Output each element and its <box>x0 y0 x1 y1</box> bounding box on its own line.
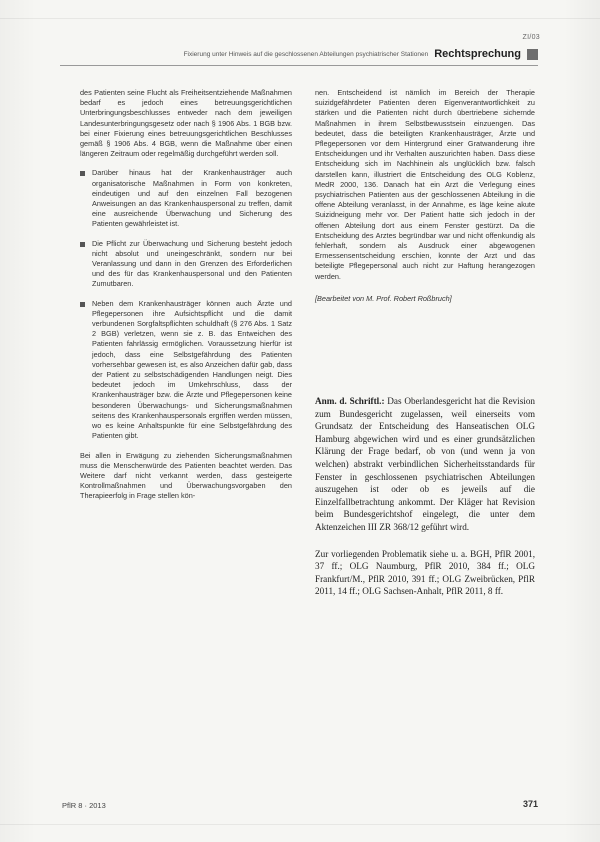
scan-artifact <box>0 18 600 19</box>
section-marker <box>527 49 538 60</box>
paragraph: des Patienten seine Flucht als Freiheitsentziehende Maßnahmen bedarf es jedoch eines betreuungsgerichtlichen Unterbringungsbeschlusses entweder nach dem jeweiligen Landesunterbringungsgesetz oder nach § 1906 Abs. 1 BGB bzw. bei einer Fixierung eines betreuungsgerichtlichen Beschlusses gemäß § 1906 Abs. 4 BGB, wenn die Maßnahme über einen längeren Zeitraum oder regelmäßig durchgeführt werden soll. <box>80 88 292 159</box>
editor-note <box>315 395 535 612</box>
running-head-topic: Fixierung unter Hinweis auf die geschlossenen Abteilungen psychiatrischer Stationen <box>183 50 429 58</box>
byline: [Bearbeitet von M. Prof. Robert Roßbruch] <box>315 293 452 303</box>
left-column <box>80 88 292 511</box>
bullet-item: Neben dem Krankenhausträger können auch Ärzte und Pflegepersonen ihre Aufsichtspflicht und die damit verbundenen Sorgfaltspflichten schuldhaft (§ 276 Abs. 1 Satz 2 BGB) verletzen, wenn sie z. B. das Entweichen des Patienten fahrlässig ermöglichen. Voraussetzung hierfür ist jedoch, dass eine Selbstgefährdung des Patienten vorhersehbar gewesen ist, es also Anzeichen dafür gab, dass der Patient zu selbstschädigenden Handlungen neigt. Dies bedeutet jedoch im Umkehrschluss, dass der Krankenhausträger bzw. die Ärzte und Pflegepersonen keine besonderen Überwachungs- und Sicherungsmaßnahmen seitens des Krankenhauspersonals ergriffen werden müssen, wo es keine Anhaltspunkte für eine Selbstgefährdung des Patienten gibt. <box>80 299 292 442</box>
paragraph: Bei allen in Erwägung zu ziehenden Sicherungsmaßnahmen muss die Menschenwürde des Patienten beachtet werden. Das Weitere darf nicht verkannt werden, dass gesteigerte Kontrollmaßnahmen und Überwachungsvorgaben den Therapieerfolg in Frage stellen kön- <box>80 450 292 501</box>
note-label: Anm. d. Schriftl.: <box>315 396 385 406</box>
bullet-item: Darüber hinaus hat der Krankenhausträger auch organisatorische Maßnahmen in Form von konkreten, eindeutigen und auf den einzelnen Fall bezogenen Anweisungen an das Krankenhauspersonal zu treffen, damit eine ausreichende Überwachung und Sicherung des Patienten gewährleistet ist. <box>80 168 292 229</box>
running-head <box>180 46 538 62</box>
references-paragraph: Zur vorliegenden Problematik siehe u. a. BGH, PflR 2001, 37 ff.; OLG Naumburg, PflR 2010, 384 ff.; OLG Frankfurt/M., PflR 2010, 391 ff.; OLG Zweibrücken, PflR 2011, 14 ff.; OLG Sachsen-Anhalt, PflR 2011, 8 ff. <box>315 548 535 597</box>
journal-code: ZI/03 <box>522 34 540 41</box>
footer-journal: PflR 8 · 2013 <box>62 801 106 810</box>
page-number: 371 <box>522 799 538 809</box>
paragraph: nen. Entscheidend ist nämlich im Bereich der Therapie suizidgefährdeter Patienten deren Eigenverantwortlichkeit zu stärken und die Patienten nicht durch übertriebene sichernde Maßnahmen in ihrem Selbstbewusstsein einzuengen. Das bedeutet, dass die beteiligten Krankenhausträger, Ärzte und Pflegepersonen vor dem Hintergrund einer Gratwanderung ihre Entscheidungen und ihr Verhalten auszurichten haben. Dass diese Entscheidung sich im Nachhinein als unglücklich bzw. falsch darstellen kann, illustriert die Entscheidung des OLG Koblenz, MedR 2000, 136. Danach hat ein Arzt die Verlegung eines psychiatrischen Patienten aus der geschlossenen Abteilung in die offene Abteilung veranlasst, in der Annahme, es läge keine akute Suizidneigung mehr vor. Der Patient hatte sich jedoch in der offenen Abteilung dort aus einem Fenster gestürzt. Da die Entscheidung des Arztes begründbar war und nicht offenkundig als fehlerhaft, sondern als Ausdruck einer abgewogenen Ermessensentscheidung erschien, konnte der Arzt und das beteiligte Pflegepersonal auch nicht zur Haftung herangezogen werden. <box>315 88 535 281</box>
bullet-item: Die Pflicht zur Überwachung und Sicherung besteht jedoch nicht absolut und uneingeschränkt, sondern nur bei Veranlassung und dann in den Grenzen des Erforderlichen und des für das Krankenhauspersonal und den Patienten Zumutbaren. <box>80 239 292 290</box>
scan-artifact <box>0 824 600 825</box>
right-column <box>315 88 535 313</box>
section-title: Rechtsprechung <box>434 48 521 60</box>
header-rule <box>60 65 538 66</box>
note-paragraph <box>315 395 535 534</box>
note-text: Das Oberlandesgericht hat die Revision zum Bundesgericht zugelassen, weil einerseits vom Grundsatz der Entscheidung des Hanseatischen OLG Hamburg abgewichen wird und es einer grundsätzlichen Klärung der Frage bedarf, ob von (und wenn ja von welchen) abstrakt verbindlichen Sicherheitsstandards für Fenster in geschlossenen psychiatrischen Abteilungen auszugehen ist oder ob es jeweils auf die Einzelfallbetrachtung ankommt. Der Kläger hat Revision beim Bundesgerichtshof eingelegt, die unter dem Aktenzeichen III ZR 368/12 geführt wird. <box>315 396 536 532</box>
